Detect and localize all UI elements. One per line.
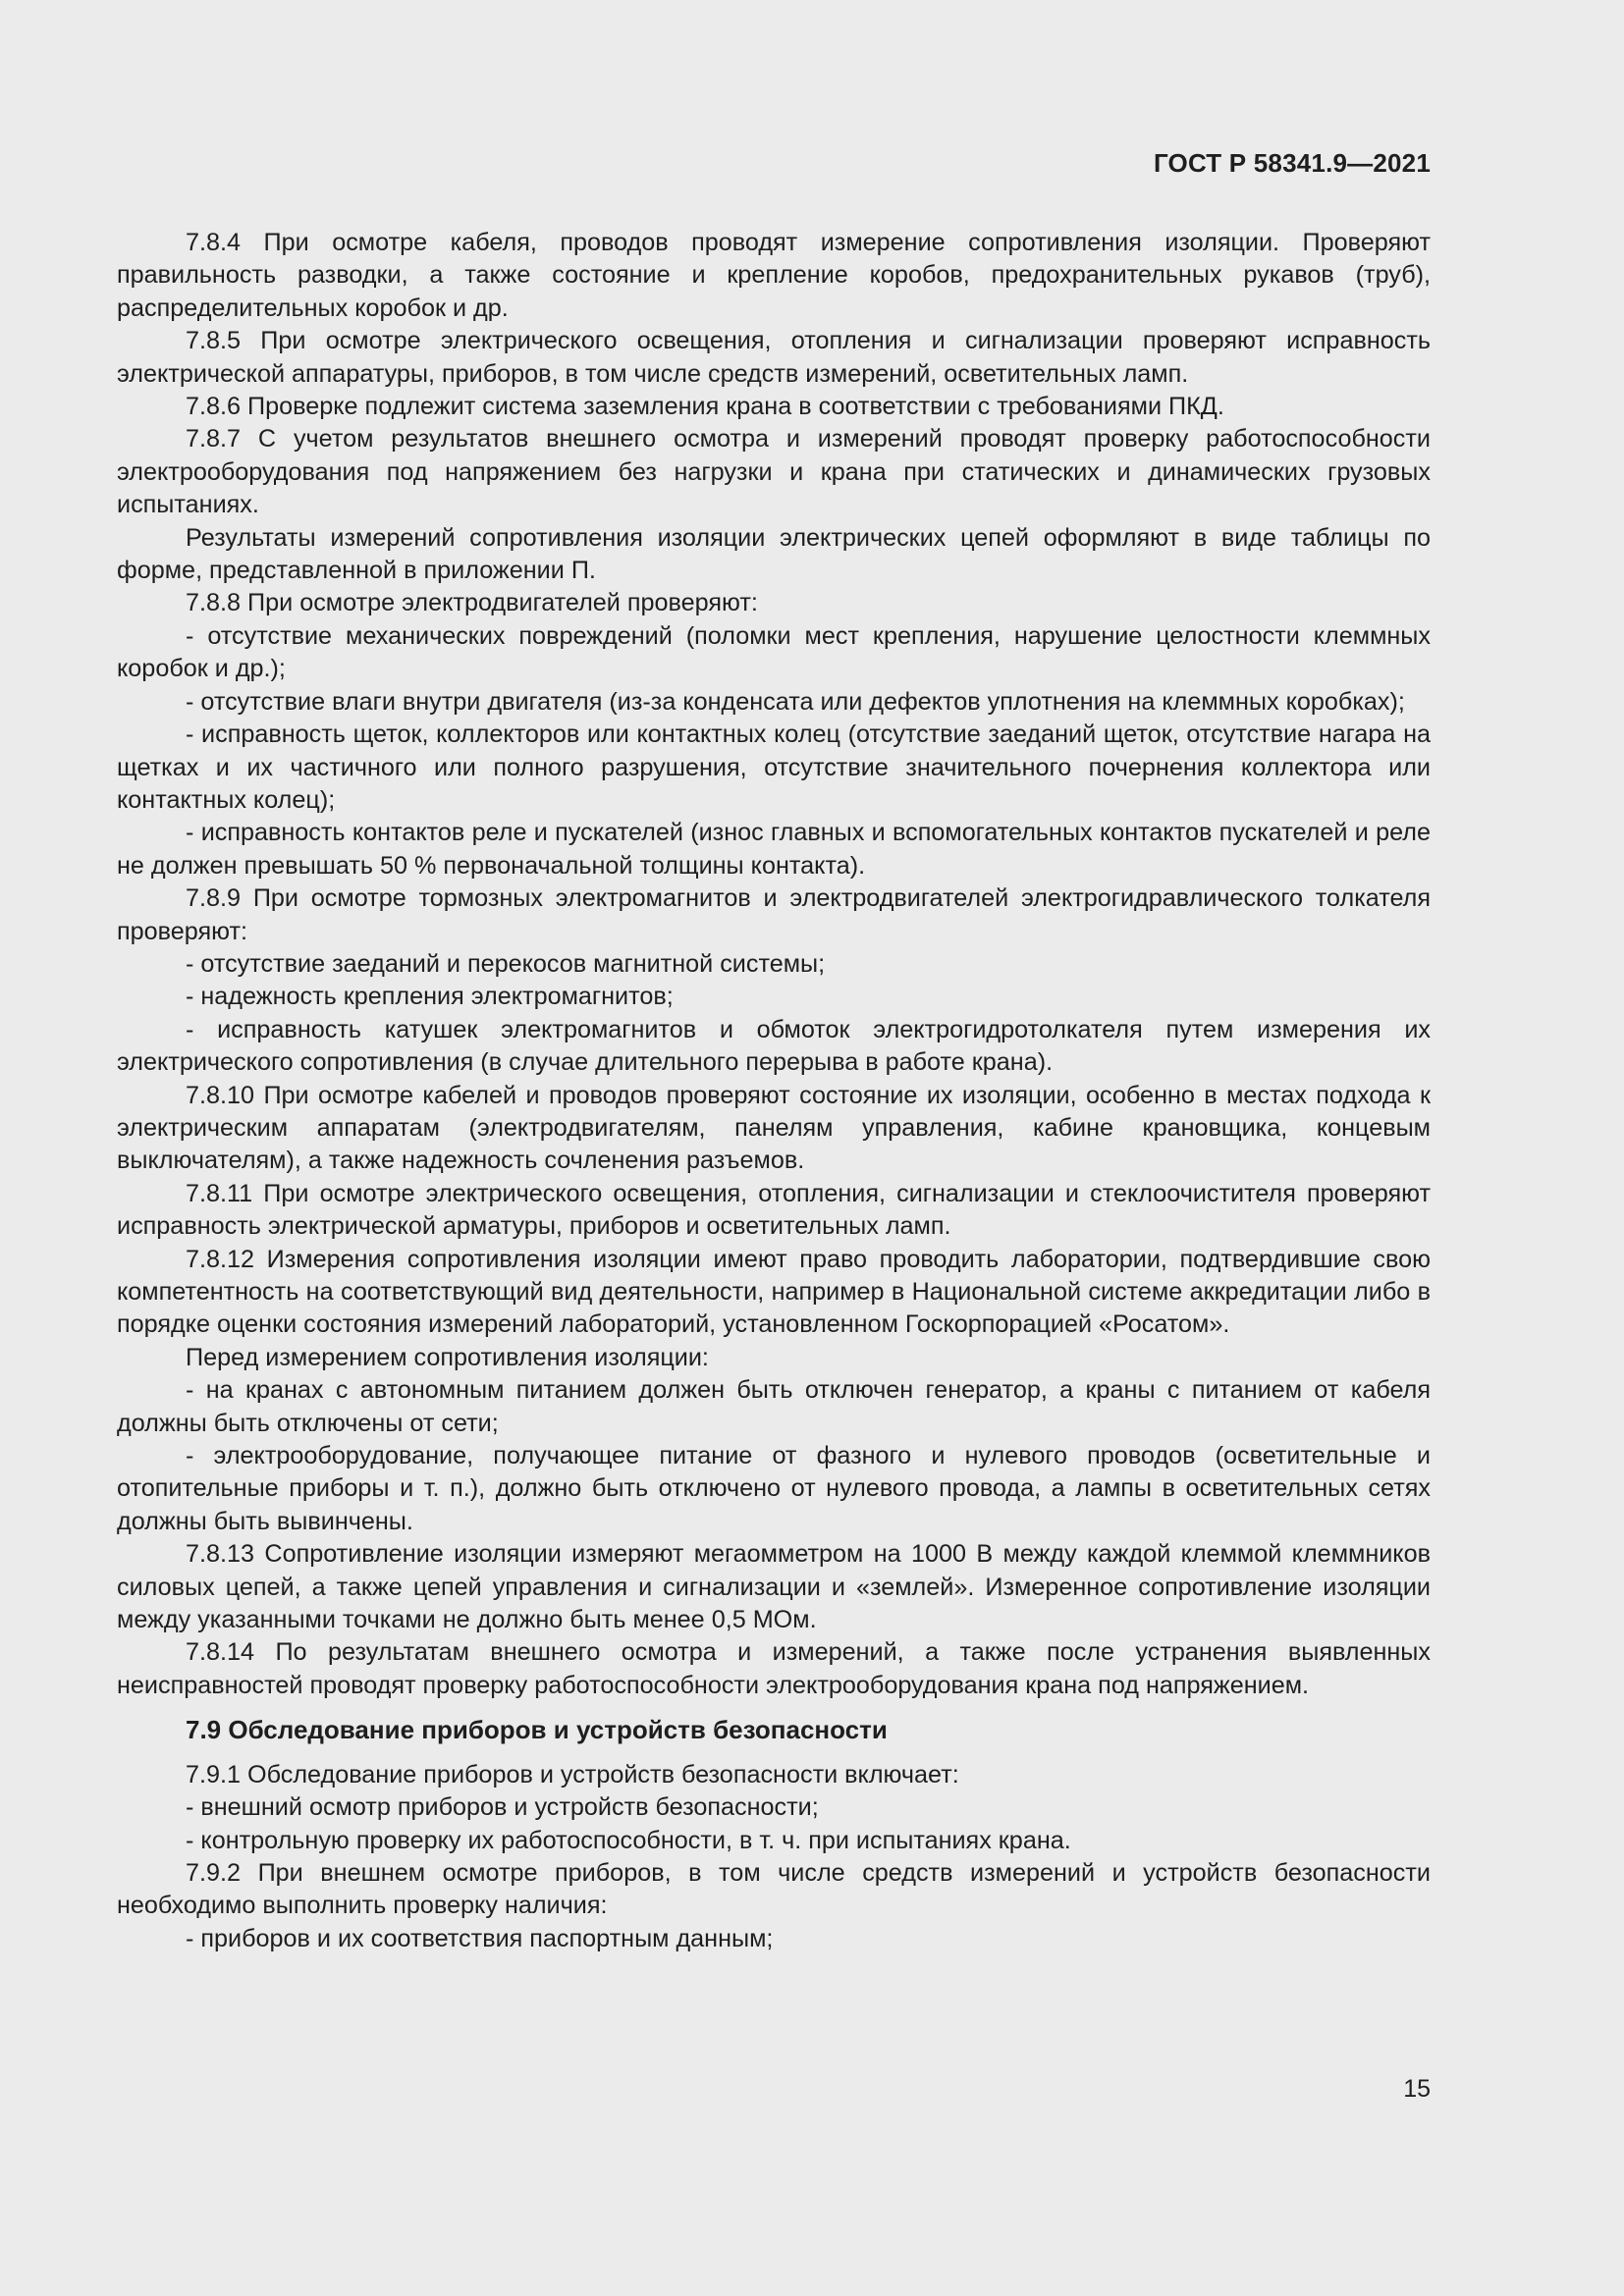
paragraph-7-8-6: 7.8.6 Проверке подлежит система заземления крана в соответствии с требованиями ПКД. — [186, 393, 1224, 421]
list-item: - надежность крепления электромагнитов; — [186, 983, 674, 1011]
list-item: - отсутствие заеданий и перекосов магнитной системы; — [186, 949, 826, 978]
list-item: - отсутствие механических повреждений (поломки мест крепления, нарушение целостности клеммных коробок и др.); — [117, 621, 1431, 683]
paragraph-7-9-2: 7.9.2 При внешнем осмотре приборов, в том числе средств измерений и устройств безопасности необходимо выполнить проверку наличия: — [117, 1858, 1431, 1920]
page-number: 15 — [1403, 2075, 1431, 2103]
paragraph-7-8-5: 7.8.5 При осмотре электрического освещения, отопления и сигнализации проверяют исправность электрической аппаратуры, приборов, в том числе средств измерений, осветительных ламп. — [117, 327, 1431, 388]
page-body — [117, 227, 1431, 1955]
list-item: - контрольную проверку их работоспособности, в т. ч. при испытаниях крана. — [186, 1826, 1071, 1854]
paragraph-7-8-11: 7.8.11 При осмотре электрического освещения, отопления, сигнализации и стеклоочистителя проверяют исправность электрической арматуры, приборов и осветительных ламп. — [117, 1179, 1431, 1241]
paragraph-7-8-7: 7.8.7 С учетом результатов внешнего осмотра и измерений проводят проверку работоспособности электрооборудования под напряжением без нагрузки и крана при статических и динамических грузовых испытаниях. — [117, 425, 1431, 519]
paragraph-7-8-8: 7.8.8 При осмотре электродвигателей проверяют: — [186, 589, 758, 617]
paragraph-7-8-12: 7.8.12 Измерения сопротивления изоляции имеют право проводить лаборатории, подтвердившие свою компетентность на соответствующий вид деятельности, например в Национальной системе аккредитации либо в порядке оценки состояния измерений лабораторий, установленном Госкорпорацией «Росатом». — [117, 1245, 1431, 1339]
paragraph-7-8-4: 7.8.4 При осмотре кабеля, проводов проводят измерение сопротивления изоляции. Проверяют правильность разводки, а также состояние и крепление коробов, предохранительных рукавов (труб), распределительных коробок и др. — [117, 229, 1431, 322]
paragraph-7-8-13: 7.8.13 Сопротивление изоляции измеряют мегаомметром на 1000 В между каждой клеммой клеммников силовых цепей, а также цепей управления и сигнализации и «землей». Измеренное сопротивление изоляции между указанными точками не должно быть менее 0,5 МОм. — [117, 1540, 1431, 1634]
list-item: - исправность щеток, коллекторов или контактных колец (отсутствие заеданий щеток, отсутствие нагара на щетках и их частичного или полного разрушения, отсутствие значительного почернения коллектора или контактных колец); — [117, 721, 1431, 814]
paragraph-before-measurement: Перед измерением сопротивления изоляции: — [186, 1343, 709, 1371]
list-item: - электрооборудование, получающее питание от фазного и нулевого проводов (осветительные и отопительные приборы и т. п.), должно быть отключено от нулевого провода, а лампы в осветительных сетях должны быть вывинчены. — [117, 1442, 1431, 1535]
list-item: - внешний осмотр приборов и устройств безопасности; — [186, 1793, 819, 1822]
list-item: - приборов и их соответствия паспортным данным; — [186, 1924, 774, 1952]
document-standard-code: ГОСТ Р 58341.9—2021 — [1153, 148, 1431, 178]
paragraph-7-9-1: 7.9.1 Обследование приборов и устройств безопасности включает: — [186, 1760, 959, 1789]
paragraph-7-8-9: 7.8.9 При осмотре тормозных электромагнитов и электродвигателей электрогидравлического толкателя проверяют: — [117, 884, 1431, 945]
list-item: - исправность контактов реле и пускателей (износ главных и вспомогательных контактов пускателей и реле не должен превышать 50 % первоначальной толщины контакта). — [117, 819, 1431, 880]
section-heading-7-9: 7.9 Обследование приборов и устройств безопасности — [186, 1715, 888, 1745]
paragraph-7-8-14: 7.8.14 По результатам внешнего осмотра и измерений, а также после устранения выявленных неисправностей проводят проверку работоспособности электрооборудования крана под напряжением. — [117, 1638, 1431, 1699]
list-item: - отсутствие влаги внутри двигателя (из-за конденсата или дефектов уплотнения на клеммных коробках); — [186, 687, 1405, 716]
paragraph-insulation-results: Результаты измерений сопротивления изоляции электрических цепей оформляют в виде таблицы по форме, представленной в приложении П. — [117, 523, 1431, 585]
paragraph-7-8-10: 7.8.10 При осмотре кабелей и проводов проверяют состояние их изоляции, особенно в местах подхода к электрическим аппаратам (электродвигателям, панелям управления, кабине крановщика, концевым выключателям), а также надежность сочленения разъемов. — [117, 1081, 1431, 1175]
list-item: - на кранах с автономным питанием должен быть отключен генератор, а краны с питанием от кабеля должны быть отключены от сети; — [117, 1376, 1431, 1437]
list-item: - исправность катушек электромагнитов и обмоток электрогидротолкателя путем измерения их электрического сопротивления (в случае длительного перерыва в работе крана). — [117, 1015, 1431, 1077]
